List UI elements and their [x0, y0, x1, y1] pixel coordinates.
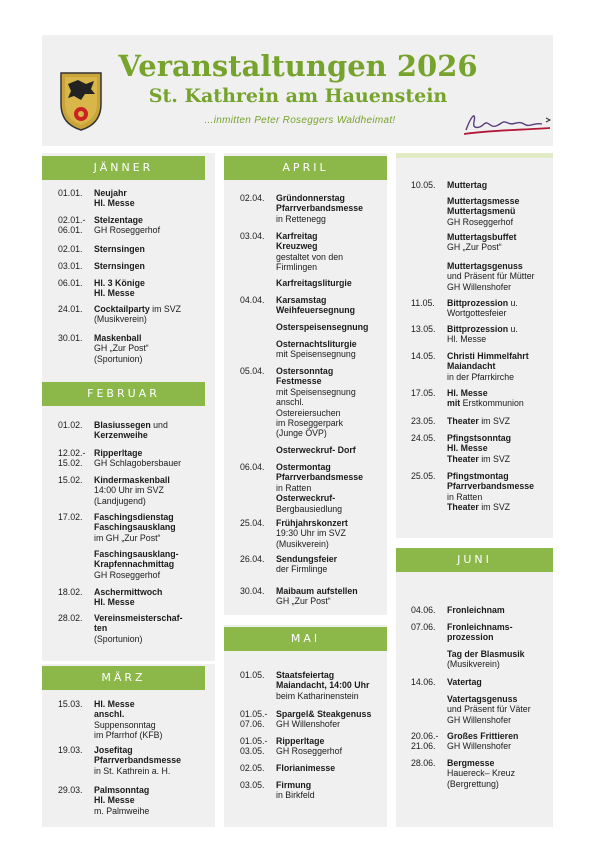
event-date: 03.04. [240, 231, 265, 241]
event-line: (Sportunion) [94, 633, 143, 644]
event-line: Blasiussegen und [94, 420, 168, 430]
event-date: 06.01. [58, 278, 83, 288]
event-line: Faschingsausklang- [94, 549, 179, 559]
event-date: 06.04. [240, 462, 265, 472]
tagline: ...inmitten Peter Roseggers Waldheimat! [204, 115, 396, 126]
event-text [447, 649, 525, 670]
event-text [447, 180, 487, 190]
event-date: 15.03. [58, 699, 83, 709]
event-line: Suppensonntag [94, 719, 156, 730]
month-header-april: APRIL [224, 156, 387, 180]
event-line: in der Pfarrkirche [447, 371, 514, 382]
event-text [94, 549, 179, 580]
event-line: GH „Zur Post“ [276, 596, 331, 607]
event-line: Hl. Messe [94, 198, 135, 209]
event-line: Josefitag [94, 745, 133, 755]
event-line: beim Katharinenstein [276, 690, 359, 701]
event-date: 25.05. [411, 471, 436, 481]
event-text [94, 304, 181, 325]
event-line: Ripperltage [94, 448, 143, 458]
event-line: Theater im SVZ [447, 416, 511, 426]
event-text [94, 261, 145, 271]
event-text [447, 471, 534, 513]
event-text [276, 322, 368, 332]
event-date: 14.06. [411, 677, 436, 687]
event-line: Krapfennachmittag [94, 559, 175, 570]
event-line: Pfingstmontag [447, 471, 509, 481]
event-date: 02.05. [240, 763, 265, 773]
event-line: Gründonnerstag [276, 193, 345, 203]
event-text [276, 763, 335, 773]
event-line: Bergmesse [447, 758, 495, 768]
event-line: Muttertagsbuffet [447, 232, 517, 242]
event-text [94, 188, 135, 209]
event-text [94, 587, 162, 608]
event-line: Hl. Messe [94, 597, 135, 608]
event-text [94, 278, 145, 299]
event-line: in Ratten [276, 482, 312, 493]
event-line: Hl. Messe [447, 388, 488, 398]
event-line: Großes Frittieren [447, 731, 519, 741]
event-text [447, 677, 482, 687]
event-line: Karfreitag [276, 231, 318, 241]
event-text [276, 518, 348, 549]
event-line: Festmesse [276, 376, 322, 387]
event-date: 13.05. [411, 324, 436, 334]
event-line: in Birkfeld [276, 790, 315, 801]
event-text [276, 780, 315, 801]
event-line: Pfarrverbandsmesse [447, 481, 535, 492]
event-line: Osterweckruf- [276, 493, 336, 504]
event-line: Maiandacht, 14:00 Uhr [276, 680, 370, 691]
event-text [447, 731, 518, 752]
event-text [94, 448, 181, 469]
event-line: Karsamstag [276, 295, 327, 305]
event-date: 01.05. [240, 670, 265, 680]
event-line: (Junge ÖVP) [276, 428, 327, 439]
event-text [447, 758, 515, 789]
event-line: Hl. Messe [447, 443, 488, 454]
event-text [447, 196, 519, 227]
event-text [447, 622, 513, 643]
event-date: 24.05. [411, 433, 436, 443]
event-text [276, 445, 356, 455]
event-line: Hl. Messe [94, 288, 135, 299]
event-line: GH Roseggerhof [94, 225, 161, 236]
event-date: 26.04. [240, 554, 265, 564]
event-date: 30.01. [58, 333, 83, 343]
event-line: 19:30 Uhr im SVZ [276, 528, 346, 539]
event-line: (Musikverein) [94, 314, 147, 325]
event-line: Sternsingen [94, 244, 145, 254]
event-line: Fronleichnams- [447, 622, 513, 632]
event-date: 10.05. [411, 180, 436, 190]
event-line: Muttertag [447, 180, 488, 190]
month-header-mai: MAI [224, 627, 387, 651]
event-line: Kerzenweihe [94, 430, 148, 441]
event-line: Vatertag [447, 677, 482, 687]
event-line: Sendungsfeier [276, 554, 338, 564]
event-line: Kreuzweg [276, 241, 318, 252]
event-line: GH Roseggerhof [94, 569, 161, 580]
event-line: Maskenball [94, 333, 142, 343]
event-line: gestaltet von den [276, 251, 344, 262]
event-text [276, 366, 356, 439]
event-line: GH Willenshofer [447, 741, 512, 752]
event-text [94, 420, 168, 441]
event-date: 04.06. [411, 605, 436, 615]
event-date: 01.05.- 07.06. [240, 709, 268, 730]
event-line: Maiandacht [447, 361, 496, 372]
event-line: Pfarrverbandsmesse [276, 203, 364, 214]
event-line: (Bergrettung) [447, 778, 499, 789]
event-line: Osternachtsliturgie [276, 339, 357, 349]
event-date: 25.04. [240, 518, 265, 528]
event-text [276, 193, 363, 224]
event-line: GH „Zur Post“ [447, 242, 502, 253]
month-header-jaenner: JÄNNER [42, 156, 205, 180]
event-line: Bittprozession u. [447, 298, 518, 308]
event-line: Ostersonntag [276, 366, 334, 376]
event-date: 19.03. [58, 745, 83, 755]
event-text [447, 232, 516, 253]
event-line: mit Speisensegnung [276, 349, 356, 360]
event-text [94, 785, 149, 816]
event-line: Palmsonntag [94, 785, 150, 795]
event-text [447, 324, 518, 345]
event-line: und Präsent für Mütter [447, 271, 535, 282]
event-text [447, 433, 511, 464]
event-line: Faschingsausklang [94, 522, 176, 533]
event-text [276, 736, 342, 757]
event-date: 01.02. [58, 420, 83, 430]
event-text [447, 298, 518, 319]
event-date: 23.05. [411, 416, 436, 426]
event-date: 02.01.- 06.01. [58, 215, 86, 236]
event-date: 28.02. [58, 613, 83, 623]
event-line: Pfarrverbandsmesse [94, 755, 182, 766]
event-text [276, 278, 352, 288]
event-line: Karfreitagsliturgie [276, 278, 352, 288]
event-date: 30.04. [240, 586, 265, 596]
event-line: der Firmlinge [276, 564, 328, 575]
event-text [447, 351, 529, 382]
event-line: Firmlingen [276, 262, 318, 273]
event-date: 01.05.- 03.05. [240, 736, 268, 757]
event-line: Bergbausiedlung [276, 503, 343, 514]
event-line: Florianimesse [276, 763, 336, 773]
event-date: 17.02. [58, 512, 83, 522]
event-text [276, 339, 357, 360]
event-text [94, 699, 162, 741]
event-date: 02.01. [58, 244, 83, 254]
event-line: Staatsfeiertag [276, 670, 335, 680]
event-line: Pfarrverbandsmesse [276, 472, 364, 483]
event-line: im GH „Zur Post“ [94, 532, 161, 543]
event-date: 07.06. [411, 622, 436, 632]
event-text [447, 694, 531, 725]
event-line: Vereinsmeisterschaf- [94, 613, 183, 623]
event-line: Ostereiersuchen [276, 407, 341, 418]
event-line: Theater im SVZ [447, 502, 511, 513]
event-line: Frühjahrskonzert [276, 518, 348, 528]
month-header-februar: FEBRUAR [42, 382, 205, 406]
event-line: Aschermittwoch [94, 587, 163, 597]
event-line: 14:00 Uhr im SVZ [94, 485, 164, 496]
event-text [94, 244, 145, 254]
event-text [276, 554, 337, 575]
event-line: GH Roseggerhof [276, 746, 343, 757]
event-line: Faschingsdienstag [94, 512, 174, 522]
event-text [447, 261, 535, 292]
event-line: Theater im SVZ [447, 453, 511, 464]
event-line: Vatertagsgenuss [447, 694, 518, 704]
event-line: in Ratten [447, 491, 483, 502]
event-line: Cocktailparty im SVZ [94, 304, 182, 314]
event-line: Stelzentage [94, 215, 143, 225]
page-title: Veranstaltungen 2026 [118, 49, 478, 83]
event-date: 12.02.- 15.02. [58, 448, 86, 469]
event-date: 02.04. [240, 193, 265, 203]
event-date: 17.05. [411, 388, 436, 398]
event-date: 11.05. [411, 298, 435, 308]
event-text [447, 605, 505, 615]
event-text [447, 388, 524, 409]
event-text [276, 709, 371, 730]
event-text [276, 670, 369, 701]
event-line: m. Palmweihe [94, 805, 150, 816]
event-date: 03.05. [240, 780, 265, 790]
event-date: 24.01. [58, 304, 83, 314]
event-date: 05.04. [240, 366, 265, 376]
signature-icon [462, 108, 552, 138]
event-line: ten [94, 623, 108, 634]
event-line: Firmung [276, 780, 312, 790]
event-line: Muttertagsmesse [447, 196, 520, 206]
event-line: GH „Zur Post“ [94, 343, 149, 354]
event-text [94, 512, 176, 543]
event-line: Osterspeisensegnung [276, 322, 369, 332]
event-date: 14.05. [411, 351, 436, 361]
event-date: 15.02. [58, 475, 83, 485]
event-line: in St. Kathrein a. H. [94, 765, 171, 776]
event-line: Fronleichnam [447, 605, 505, 615]
event-text [276, 231, 343, 273]
event-line: (Musikverein) [447, 659, 500, 670]
event-text [276, 586, 358, 607]
event-line: Osterweckruf- Dorf [276, 445, 356, 455]
event-line: Wortgottesfeier [447, 308, 507, 319]
event-line: Pfingstsonntag [447, 433, 512, 443]
event-line: Christi Himmelfahrt [447, 351, 529, 361]
event-date: 29.03. [58, 785, 83, 795]
event-date: 03.01. [58, 261, 83, 271]
event-line: Hl. Messe [94, 699, 135, 709]
event-date: 28.06. [411, 758, 436, 768]
event-line: Bittprozession u. [447, 324, 518, 334]
event-line: Weihfeuersegnung [276, 305, 356, 316]
event-text [94, 215, 160, 236]
event-line: Hauereck– Kreuz [447, 768, 515, 779]
event-line: Kindermaskenball [94, 475, 170, 485]
event-line: mit Erstkommunion [447, 398, 524, 409]
event-line: in Rettenegg [276, 213, 326, 224]
month-header-maerz: MÄRZ [42, 666, 205, 690]
column-3-top-strip [396, 153, 553, 158]
event-line: Spargel& Steakgenuss [276, 709, 372, 719]
event-line: Neujahr [94, 188, 127, 198]
event-line: (Landjugend) [94, 495, 146, 506]
event-text [94, 613, 183, 644]
event-line: (Musikverein) [276, 538, 329, 549]
event-text [276, 295, 355, 316]
event-date: 20.06.- 21.06. [411, 731, 439, 752]
event-date: 18.02. [58, 587, 83, 597]
event-line: anschl. [94, 709, 125, 720]
event-text [447, 416, 510, 426]
event-line: Hl. Messe [447, 334, 487, 345]
event-line: GH Roseggerhof [447, 216, 514, 227]
event-line: Muttertagsmenü [447, 206, 516, 217]
event-line: GH Willenshofer [276, 719, 341, 730]
event-line: anschl. [276, 397, 304, 408]
event-line: mit Speisensegnung [276, 386, 356, 397]
event-line: Ostermontag [276, 462, 331, 472]
month-header-juni: JUNI [396, 548, 553, 572]
event-line: im Pfarrhof (KFB) [94, 730, 163, 741]
event-text [94, 333, 149, 364]
event-line: Tag der Blasmusik [447, 649, 525, 659]
event-date: 04.04. [240, 295, 265, 305]
event-line: und Präsent für Väter [447, 704, 531, 715]
event-line: GH Willenshofer [447, 714, 512, 725]
event-line: im Roseggerpark [276, 418, 343, 429]
event-date: 01.01. [58, 188, 83, 198]
event-line: (Sportunion) [94, 353, 143, 364]
event-line: Ripperltage [276, 736, 325, 746]
event-line: Hl. 3 Könige [94, 278, 145, 288]
event-text [94, 475, 170, 506]
event-line: GH Willenshofer [447, 281, 512, 292]
event-line: GH Schlagobersbauer [94, 458, 182, 469]
event-line: Maibaum aufstellen [276, 586, 358, 596]
event-text [276, 462, 363, 514]
event-line: Muttertagsgenuss [447, 261, 523, 271]
event-line: Hl. Messe [94, 795, 135, 806]
event-line: prozession [447, 632, 494, 643]
event-line: Sternsingen [94, 261, 145, 271]
page-subtitle: St. Kathrein am Hauenstein [148, 85, 448, 107]
event-text [94, 745, 181, 776]
